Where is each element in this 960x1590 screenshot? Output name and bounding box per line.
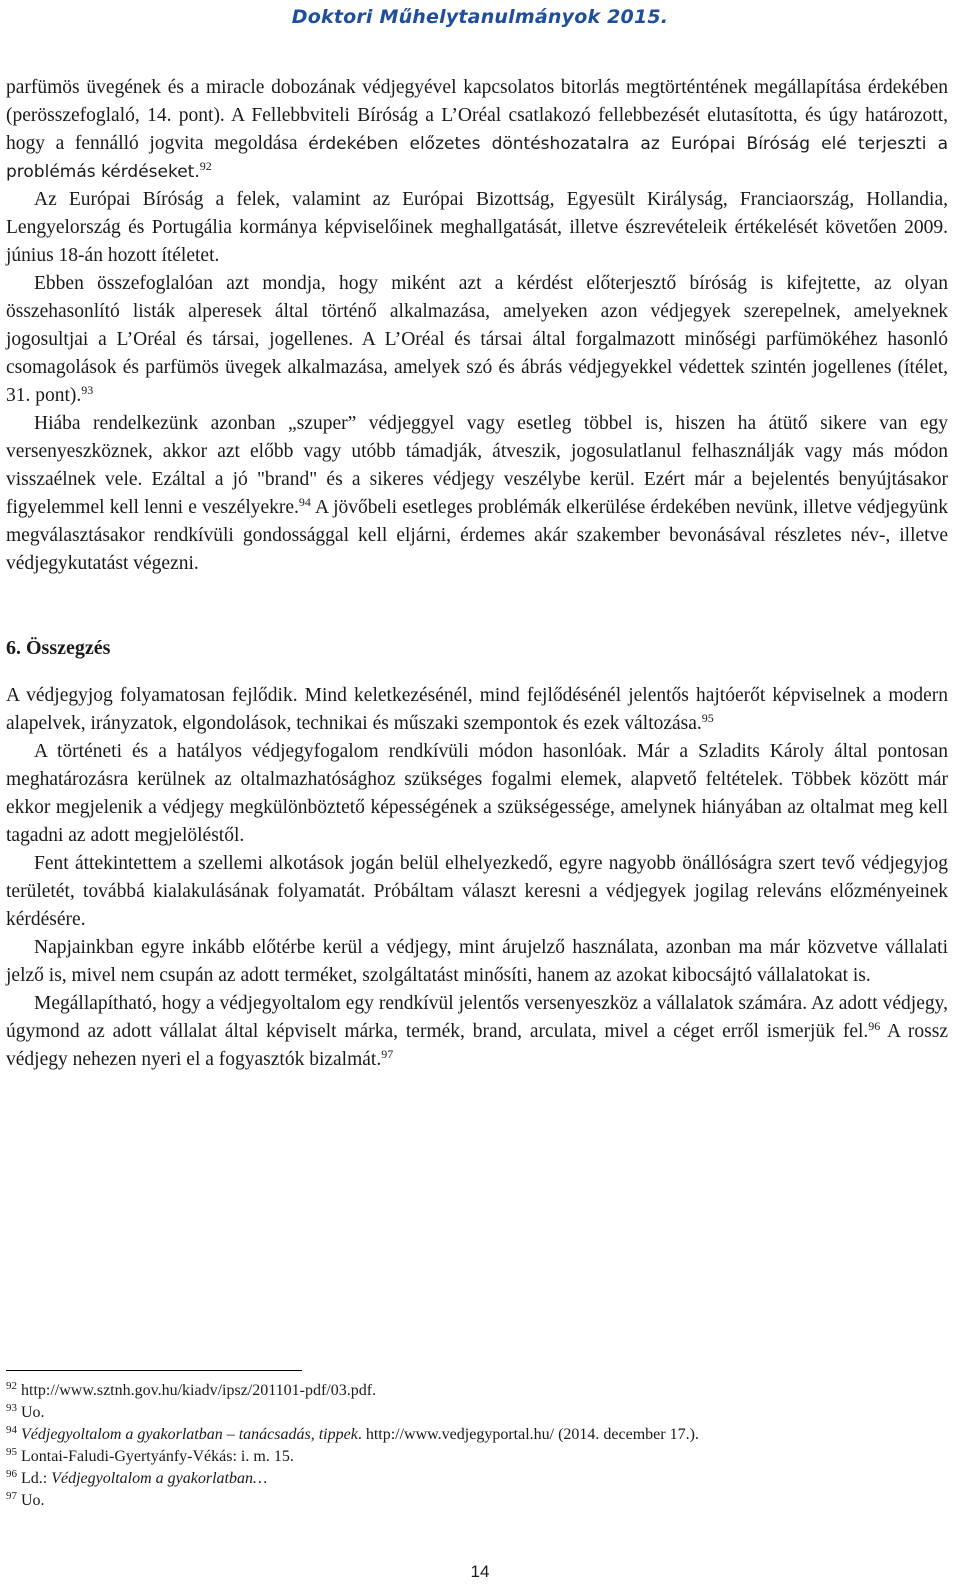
footnote-title: Védjegyoltalom a gyakorlatban – tanácsadás, tippek bbox=[21, 1426, 358, 1443]
footnote bbox=[6, 1446, 936, 1468]
paragraph bbox=[6, 410, 948, 578]
footnote-text: Uo. bbox=[21, 1404, 45, 1421]
paragraph bbox=[6, 270, 948, 410]
main-text bbox=[6, 74, 948, 1074]
paragraph-text: A jövőbeli esetleges problémák elkerülése érdekében nevünk, illetve védjegyünk megválasztásakor rendkívüli gondossággal kell eljárni, érdemes akár szakember bevonásával részletes név-, illetve védjegykutatást végezni. bbox=[6, 497, 948, 574]
footnote-ref[interactable]: 96 bbox=[868, 1019, 881, 1033]
footnote-number: 97 bbox=[6, 1490, 17, 1502]
footnote-separator bbox=[6, 1370, 302, 1371]
paragraph bbox=[6, 738, 948, 850]
footnote-ref[interactable]: 97 bbox=[381, 1047, 394, 1061]
footnote bbox=[6, 1380, 936, 1402]
footnote-number: 95 bbox=[6, 1446, 17, 1458]
footnote bbox=[6, 1468, 936, 1490]
footnote bbox=[6, 1490, 936, 1512]
paragraph-text: Ebben összefoglalóan azt mondja, hogy miként azt a kérdést előterjesztő bíróság is kifejtette, az olyan összehasonlító listák alperesek által történő alkalmazása, amelyeken azon védjegyek szerepelnek, amelyeknek jogosultjai a L’Oréal és társai, jogellenes. A L’Oréal és társai által forgalmazott minőségi parfümökéhez hasonló csomagolások és parfümös üvegek alkalmazása, amelyek szó és ábrás védjegyekkel védettek szintén jogellenes (ítélet, 31. pont). bbox=[6, 273, 948, 406]
paragraph-text: Napjainkban egyre inkább előtérbe kerül a védjegy, mint árujelző használata, azonban ma már közvetve vállalati jelző is, mivel nem csupán az adott terméket, szolgáltatást minősíti, hanem az azokat kibocsájtó vállalatokat is. bbox=[6, 937, 948, 986]
paragraph-text: A védjegyjog folyamatosan fejlődik. Mind keletkezésénél, mind fejlődésénél jelentős hajtóerőt képviselnek a modern alapelvek, irányzatok, elgondolások, technikai és műszaki szempontok és ezek változása. bbox=[6, 685, 948, 734]
footnote-ref[interactable]: 94 bbox=[298, 495, 311, 509]
paragraph-text: parfümös üvegének és a miracle dobozának védjegyével kapcsolatos bitorlás megtörténtének megállapítása érdekében (perösszefoglaló, 14. pont). A Fellebbviteli Bíróság a L’Oréal csatlakozó fellebbezését elutasította, és úgy határozott, hogy a fennálló jogvita megoldása bbox=[6, 77, 948, 154]
footnote-link[interactable]: http://www.sztnh.gov.hu/kiadv/ipsz/201101-pdf/03.pdf. bbox=[21, 1382, 377, 1399]
paragraph-text: Megállapítható, hogy a védjegyoltalom egy rendkívül jelentős versenyeszköz a vállalatok számára. Az adott védjegy, úgymond az adott vállalat által képviselt márka, termék, brand, arculata, mivel a céget erről ismerjük fel. bbox=[6, 993, 948, 1042]
paragraph bbox=[6, 74, 948, 186]
running-header: Doktori Műhelytanulmányok 2015. bbox=[291, 6, 669, 28]
footnote-ref[interactable]: 92 bbox=[199, 159, 212, 173]
page-number: 14 bbox=[470, 1562, 490, 1581]
footnote-text: Uo. bbox=[21, 1492, 45, 1509]
spacer bbox=[6, 662, 948, 682]
paragraph bbox=[6, 934, 948, 990]
footnote bbox=[6, 1424, 936, 1446]
paragraph-text: A rossz védjegy nehezen nyeri el a fogyasztók bizalmát. bbox=[6, 1021, 948, 1070]
footnotes bbox=[6, 1380, 936, 1512]
paragraph-text: Fent áttekintettem a szellemi alkotások jogán belül elhelyezkedő, egyre nagyobb önállóságra szert tevő védjegyjog területét, továbbá kialakulásának folyamatát. Próbáltam választ keresni a védjegyek jogilag releváns előzményeinek kérdésére. bbox=[6, 853, 948, 930]
footnote-number: 92 bbox=[6, 1380, 17, 1392]
paragraph-text: Az Európai Bíróság a felek, valamint az Európai Bizottság, Egyesült Királyság, Franciaország, Hollandia, Lengyelország és Portugália kormánya képviselőinek meghallgatását, illetve észrevételeik értékelését követően 2009. június 18-án hozott ítéletet. bbox=[6, 189, 948, 266]
footnote-title: Védjegyoltalom a gyakorlatban… bbox=[51, 1470, 268, 1487]
footnote-number: 93 bbox=[6, 1402, 17, 1414]
footnote-text: Lontai-Faludi-Gyertyánfy-Vékás: i. m. 15. bbox=[21, 1448, 294, 1465]
paragraph bbox=[6, 682, 948, 738]
paragraph-text: A történeti és a hatályos védjegyfogalom rendkívüli módon hasonlóak. Már a Szladits Károly által pontosan meghatározásra kerülnek az oltalmazhatósághoz szükséges fogalmi elemek, alapvető feltételek. Többek között már ekkor megjelenik a védjegy megkülönböztető képességének a szükségessége, amelynek hiányában az oltalmat meg kell tagadni az adott megjelöléstől. bbox=[6, 741, 948, 846]
spacer bbox=[6, 578, 948, 634]
footnote-number: 94 bbox=[6, 1424, 17, 1436]
paragraph-text: Hiába rendelkezünk azonban „szuper” védjeggyel vagy esetleg többel is, hiszen ha átütő sikere van egy versenyeszköznek, akkor azt előbb vagy utóbb támadják, átveszik, jogosulatlanul felhasználják vagy más módon visszaélnek vele. Ezáltal a jó "brand" és a sikeres védjegy veszélybe kerül. Ezért már a bejelentés benyújtásakor figyelemmel kell lenni e veszélyekre. bbox=[6, 413, 948, 518]
footnote-number: 96 bbox=[6, 1468, 17, 1480]
paragraph bbox=[6, 990, 948, 1074]
footnote-text: Ld.: bbox=[21, 1470, 52, 1487]
section-heading: 6. Összegzés bbox=[6, 637, 111, 659]
paragraph bbox=[6, 186, 948, 270]
paragraph-text: érdekében előzetes döntéshozatalra az Európai Bíróság elé terjeszti a problémás kérdéseket. bbox=[6, 134, 948, 182]
footnote-link[interactable]: . http://www.vedjegyportal.hu/ (2014. december 17.). bbox=[357, 1426, 699, 1443]
footnote bbox=[6, 1402, 936, 1424]
footnote-ref[interactable]: 95 bbox=[701, 711, 714, 725]
footnote-ref[interactable]: 93 bbox=[81, 383, 94, 397]
paragraph bbox=[6, 850, 948, 934]
